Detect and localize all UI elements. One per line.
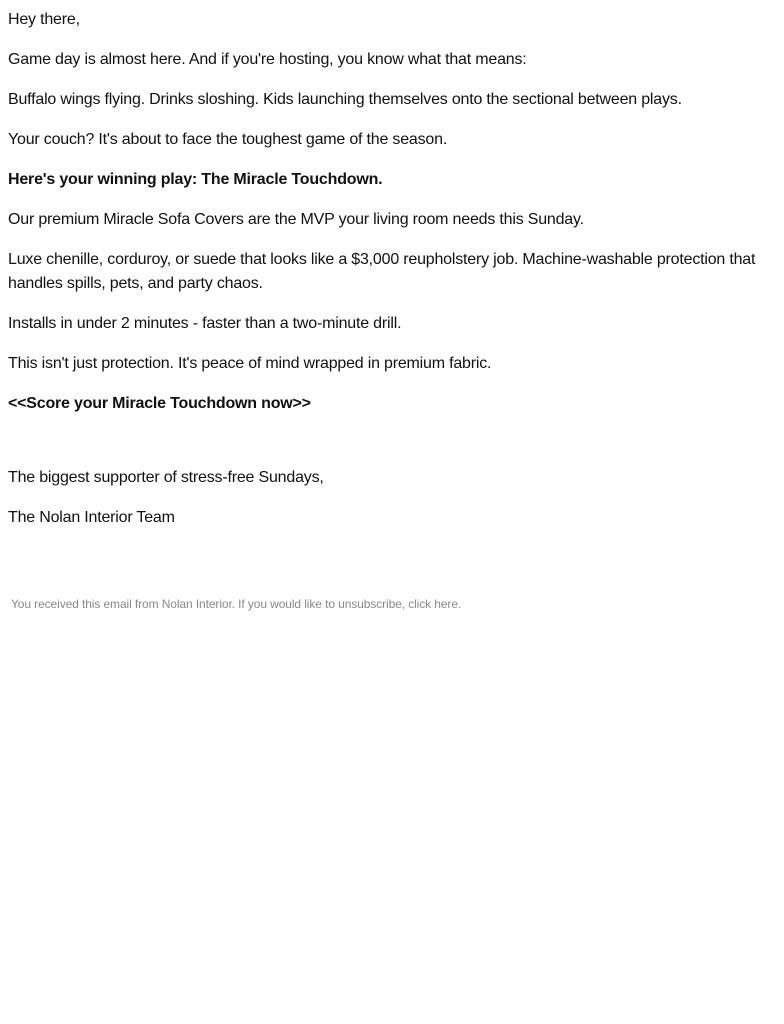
features-paragraph: Luxe chenille, corduroy, or suede that looks like a $3,000 reupholstery job. Machine-washable protection that handles spills, pets, and party chaos. <box>8 251 756 292</box>
cta-link[interactable]: <<Score your Miracle Touchdown now>> <box>8 395 311 412</box>
install-paragraph: Installs in under 2 minutes - faster than a two-minute drill. <box>8 315 402 332</box>
signature: The Nolan Interior Team <box>8 509 175 526</box>
email-footer <box>0 596 784 612</box>
couch-paragraph: Your couch? It's about to face the toughest game of the season. <box>8 131 448 148</box>
greeting: Hey there, <box>8 11 80 28</box>
peace-of-mind-paragraph: This isn't just protection. It's peace of mind wrapped in premium fabric. <box>8 355 492 372</box>
product-paragraph: Our premium Miracle Sofa Covers are the MVP your living room needs this Sunday. <box>8 211 584 228</box>
cta-container <box>8 392 776 416</box>
spacer <box>8 432 776 466</box>
headline: Here's your winning play: The Miracle Touchdown. <box>8 171 383 188</box>
footer-text: You received this email from Nolan Interior. If you would like to unsubscribe, <box>11 597 409 611</box>
unsubscribe-link[interactable]: click here. <box>408 597 462 611</box>
scene-paragraph: Buffalo wings flying. Drinks sloshing. Kids launching themselves onto the sectional between plays. <box>8 91 682 108</box>
signoff: The biggest supporter of stress-free Sundays, <box>8 469 324 486</box>
intro-paragraph: Game day is almost here. And if you're hosting, you know what that means: <box>8 51 527 68</box>
